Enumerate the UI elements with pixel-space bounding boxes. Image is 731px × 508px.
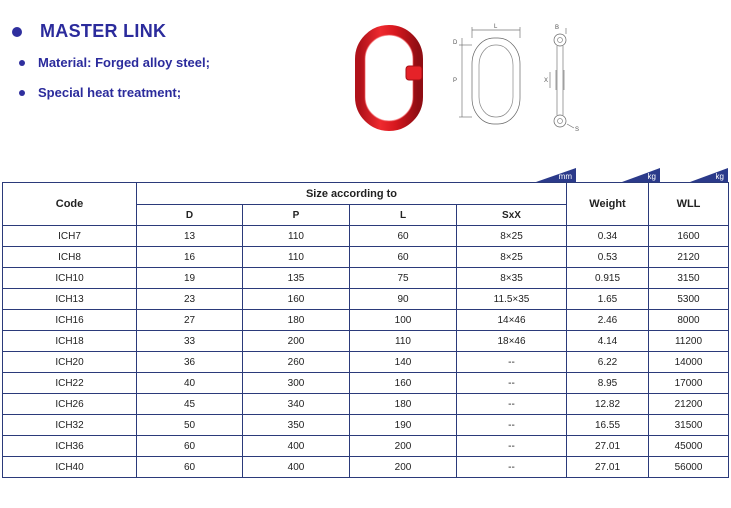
dim-label-l: L	[494, 24, 498, 30]
cell-weight: 27.01	[567, 457, 649, 478]
cell-code: ICH8	[3, 247, 137, 268]
cell-l: 60	[350, 247, 457, 268]
unit-label-wll: kg	[715, 172, 724, 181]
cell-l: 200	[350, 457, 457, 478]
cell-sxx: 18×46	[457, 331, 567, 352]
cell-sxx: --	[457, 352, 567, 373]
cell-code: ICH22	[3, 373, 137, 394]
cell-l: 90	[350, 289, 457, 310]
cell-p: 180	[243, 310, 350, 331]
cell-l: 75	[350, 268, 457, 289]
title-bullet	[12, 27, 22, 37]
spec-table	[2, 182, 729, 478]
table-row	[3, 226, 729, 247]
cell-p: 160	[243, 289, 350, 310]
cell-weight: 2.46	[567, 310, 649, 331]
unit-tab-wll	[690, 168, 728, 182]
cell-weight: 8.95	[567, 373, 649, 394]
cell-wll: 5300	[649, 289, 729, 310]
cell-code: ICH10	[3, 268, 137, 289]
cell-d: 23	[137, 289, 243, 310]
cell-d: 33	[137, 331, 243, 352]
header-sxx: SxX	[457, 205, 567, 226]
cell-l: 60	[350, 226, 457, 247]
dim-label-b: B	[555, 25, 560, 31]
cell-code: ICH26	[3, 394, 137, 415]
page-title: MASTER LINK	[40, 21, 167, 41]
cell-d: 60	[137, 457, 243, 478]
table-row	[3, 457, 729, 478]
cell-code: ICH7	[3, 226, 137, 247]
header-wll: WLL	[649, 183, 729, 226]
unit-tab-weight	[622, 168, 660, 182]
cell-weight: 1.65	[567, 289, 649, 310]
cell-sxx: --	[457, 415, 567, 436]
cell-d: 36	[137, 352, 243, 373]
cell-sxx: --	[457, 436, 567, 457]
table-row	[3, 436, 729, 457]
cell-l: 100	[350, 310, 457, 331]
table-body	[3, 226, 729, 478]
feature-text: Material: Forged alloy steel;	[38, 55, 210, 70]
cell-p: 400	[243, 436, 350, 457]
cell-code: ICH20	[3, 352, 137, 373]
cell-l: 140	[350, 352, 457, 373]
table-row	[3, 268, 729, 289]
cell-weight: 0.53	[567, 247, 649, 268]
cell-l: 160	[350, 373, 457, 394]
cell-code: ICH40	[3, 457, 137, 478]
table-row	[3, 373, 729, 394]
cell-p: 110	[243, 226, 350, 247]
dim-label-s: S	[575, 127, 580, 133]
cell-weight: 16.55	[567, 415, 649, 436]
title-row	[12, 21, 166, 42]
header-weight: Weight	[567, 183, 649, 226]
cell-wll: 21200	[649, 394, 729, 415]
cell-sxx: 14×46	[457, 310, 567, 331]
cell-wll: 11200	[649, 331, 729, 352]
cell-wll: 56000	[649, 457, 729, 478]
unit-tab-size	[536, 168, 576, 182]
header-size: Size according to	[137, 183, 567, 205]
cell-wll: 3150	[649, 268, 729, 289]
cell-sxx: 11.5×35	[457, 289, 567, 310]
cell-p: 260	[243, 352, 350, 373]
header-d: D	[137, 205, 243, 226]
cell-d: 50	[137, 415, 243, 436]
cell-l: 190	[350, 415, 457, 436]
cell-code: ICH13	[3, 289, 137, 310]
cell-l: 110	[350, 331, 457, 352]
cell-code: ICH36	[3, 436, 137, 457]
cell-sxx: --	[457, 457, 567, 478]
master-link-image	[354, 24, 426, 137]
cell-l: 200	[350, 436, 457, 457]
table-row	[3, 247, 729, 268]
cell-weight: 6.22	[567, 352, 649, 373]
cell-p: 135	[243, 268, 350, 289]
bullet-icon	[19, 60, 25, 66]
cell-d: 27	[137, 310, 243, 331]
cell-p: 340	[243, 394, 350, 415]
dim-label-d: D	[453, 40, 458, 46]
feature-text: Special heat treatment;	[38, 85, 182, 100]
table-row	[3, 394, 729, 415]
cell-sxx: 8×25	[457, 226, 567, 247]
cell-d: 16	[137, 247, 243, 268]
cell-weight: 0.915	[567, 268, 649, 289]
cell-weight: 12.82	[567, 394, 649, 415]
table-row	[3, 331, 729, 352]
cell-wll: 8000	[649, 310, 729, 331]
header-code: Code	[3, 183, 137, 226]
unit-tabs	[0, 160, 731, 182]
cell-wll: 2120	[649, 247, 729, 268]
cell-d: 19	[137, 268, 243, 289]
cell-d: 60	[137, 436, 243, 457]
feature-item	[19, 85, 181, 100]
cell-weight: 4.14	[567, 331, 649, 352]
cell-wll: 31500	[649, 415, 729, 436]
technical-drawing	[450, 20, 590, 140]
table-row	[3, 310, 729, 331]
unit-label-size: mm	[558, 172, 572, 181]
cell-p: 350	[243, 415, 350, 436]
dim-label-p: P	[453, 78, 458, 84]
cell-wll: 17000	[649, 373, 729, 394]
unit-label-weight: kg	[647, 172, 656, 181]
cell-wll: 1600	[649, 226, 729, 247]
cell-sxx: 8×25	[457, 247, 567, 268]
bullet-icon	[19, 90, 25, 96]
cell-d: 45	[137, 394, 243, 415]
cell-sxx: --	[457, 373, 567, 394]
cell-l: 180	[350, 394, 457, 415]
cell-p: 300	[243, 373, 350, 394]
cell-p: 110	[243, 247, 350, 268]
table-row	[3, 352, 729, 373]
cell-weight: 27.01	[567, 436, 649, 457]
cell-code: ICH32	[3, 415, 137, 436]
cell-wll: 14000	[649, 352, 729, 373]
cell-weight: 0.34	[567, 226, 649, 247]
cell-p: 200	[243, 331, 350, 352]
table-row	[3, 289, 729, 310]
cell-wll: 45000	[649, 436, 729, 457]
cell-sxx: 8×35	[457, 268, 567, 289]
feature-item	[19, 55, 210, 70]
header-l: L	[350, 205, 457, 226]
dim-label-x: X	[544, 78, 549, 84]
header-p: P	[243, 205, 350, 226]
cell-code: ICH18	[3, 331, 137, 352]
product-header	[0, 0, 731, 160]
cell-d: 40	[137, 373, 243, 394]
cell-sxx: --	[457, 394, 567, 415]
cell-p: 400	[243, 457, 350, 478]
cell-d: 13	[137, 226, 243, 247]
table-row	[3, 415, 729, 436]
cell-code: ICH16	[3, 310, 137, 331]
